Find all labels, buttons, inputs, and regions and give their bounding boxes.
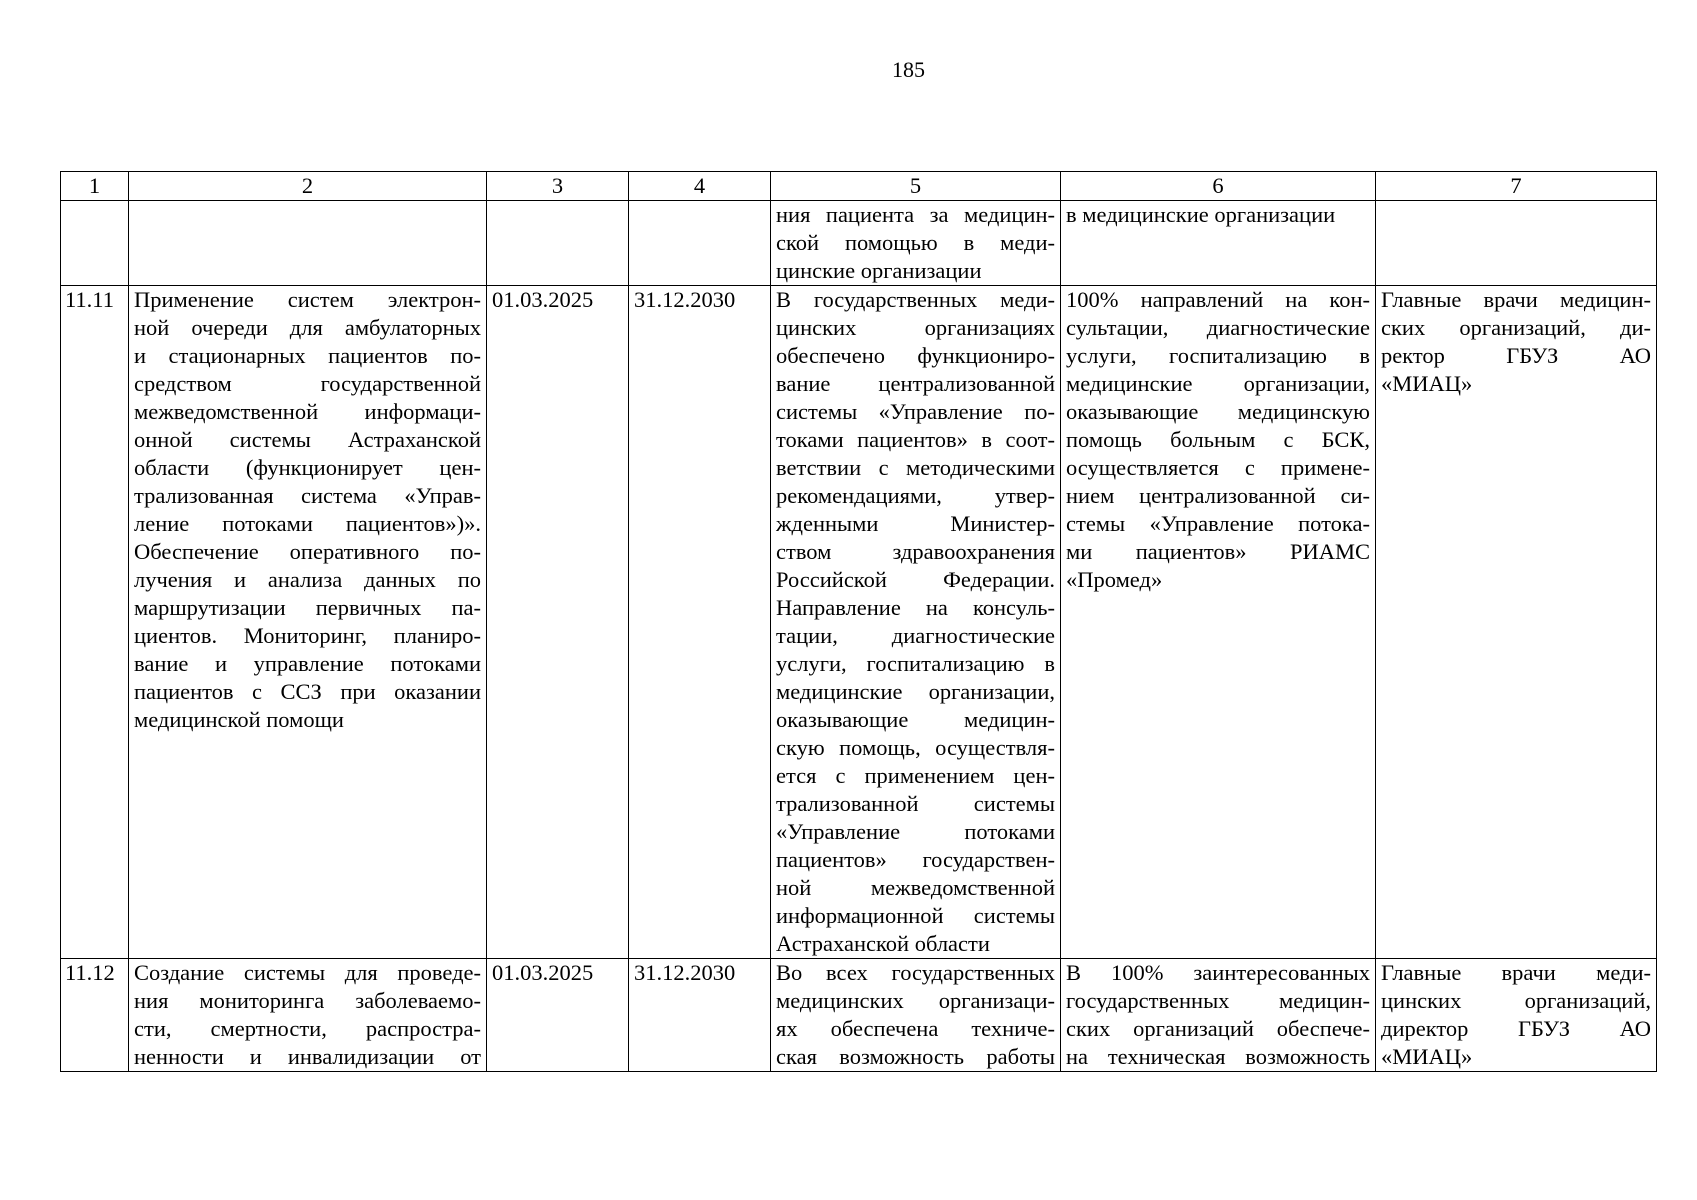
text-line: услуги, госпитализацию в (1066, 343, 1370, 368)
row-indicator (1061, 286, 1376, 959)
text-line: оказывающие медицинскую (1066, 399, 1370, 424)
text-line: Применение систем электрон- (134, 287, 481, 312)
text-line: медицинских организаци- (776, 988, 1055, 1013)
text-line: ская возможность работы (776, 1044, 1055, 1069)
text-line: пациентов» государствен- (776, 847, 1055, 872)
text-line: ление потоками пациентов»)». (134, 511, 481, 536)
header-cell: 6 (1061, 172, 1376, 201)
row-result (771, 959, 1061, 1072)
text-line: ной межведомственной (776, 875, 1055, 900)
text-line: пациентов с ССЗ при оказании (134, 679, 481, 704)
text-line: стемы «Управление потока- (1066, 511, 1370, 536)
text-line: В государственных меди- (776, 287, 1055, 312)
text-line: ректор ГБУЗ АО (1381, 343, 1651, 368)
text-line: ях обеспечена техниче- (776, 1016, 1055, 1041)
row-responsible (1376, 286, 1657, 959)
text-line: «Промед» (1066, 567, 1163, 592)
header-cell: 5 (771, 172, 1061, 201)
row-responsible (1376, 959, 1657, 1072)
row-description (129, 286, 487, 959)
cell-empty (1376, 201, 1657, 286)
header-cell: 1 (61, 172, 129, 201)
text-line: вание и управление потоками (134, 651, 481, 676)
text-line: тации, диагностические (776, 623, 1055, 648)
text-line: Российской Федерации. (776, 567, 1055, 592)
header-cell: 7 (1376, 172, 1657, 201)
row-indicator (1061, 959, 1376, 1072)
text-line: рекомендациями, утвер- (776, 483, 1055, 508)
text-line: сультации, диагностические (1066, 315, 1370, 340)
text-line: ветствии с методическими (776, 455, 1055, 480)
cell-empty (487, 201, 629, 286)
text-line: услуги, госпитализацию в (776, 651, 1055, 676)
text-line: Астраханской области (776, 931, 990, 956)
text-line: помощь больным с БСК, (1066, 427, 1370, 452)
table-row (61, 959, 1657, 1072)
text-line: ния мониторинга заболеваемо- (134, 988, 481, 1013)
text-line: Во всех государственных (776, 960, 1055, 985)
text-line: цинских организациях (776, 315, 1055, 340)
text-line: Главные врачи медицин- (1381, 287, 1651, 312)
text-line: средством государственной (134, 371, 481, 396)
text-line: цинских организаций, (1381, 988, 1651, 1013)
row-start-date: 01.03.2025 (487, 286, 629, 959)
row-result (771, 286, 1061, 959)
header-cell: 4 (629, 172, 771, 201)
header-cell: 3 (487, 172, 629, 201)
text-line: жденными Министер- (776, 511, 1055, 536)
text-line: Создание системы для проведе- (134, 960, 481, 985)
header-cell: 2 (129, 172, 487, 201)
row-start-date: 01.03.2025 (487, 959, 629, 1072)
text-line: маршрутизации первичных па- (134, 595, 481, 620)
text-line: государственных медицин- (1066, 988, 1370, 1013)
text-line: в медицинские организации (1066, 202, 1336, 227)
text-line: осуществляется с примене- (1066, 455, 1370, 480)
cell-empty (61, 201, 129, 286)
activity-table (60, 171, 1657, 1072)
text-line: В 100% заинтересованных (1066, 960, 1370, 985)
text-line: межведомственной информаци- (134, 399, 481, 424)
text-line: Обеспечение оперативного по- (134, 539, 481, 564)
continuation-result-cell (771, 201, 1061, 286)
continuation-indicator-cell (1061, 201, 1376, 286)
text-line: директор ГБУЗ АО (1381, 1016, 1651, 1041)
text-line: «МИАЦ» (1381, 1044, 1473, 1069)
row-end-date: 31.12.2030 (629, 959, 771, 1072)
cell-empty (629, 201, 771, 286)
text-line: системы «Управление по- (776, 399, 1055, 424)
text-line: «Управление потоками (776, 819, 1055, 844)
text-line: лучения и анализа данных по (134, 567, 481, 592)
text-line: вание централизованной (776, 371, 1055, 396)
text-line: скую помощь, осуществля- (776, 735, 1055, 760)
text-line: медицинские организации, (1066, 371, 1370, 396)
text-line: ной очереди для амбулаторных (134, 315, 481, 340)
text-line: Направление на консуль- (776, 595, 1055, 620)
text-line: области (функционирует цен- (134, 455, 481, 480)
continuation-row (61, 201, 1657, 286)
text-line: сти, смертности, распростра- (134, 1016, 481, 1041)
text-line: цинские организации (776, 258, 982, 283)
text-line: нием централизованной си- (1066, 483, 1370, 508)
text-line: ских организаций обеспече- (1066, 1016, 1370, 1041)
text-line: циентов. Мониторинг, планиро- (134, 623, 481, 648)
text-line: трализованной системы (776, 791, 1055, 816)
text-line: Главные врачи меди- (1381, 960, 1651, 985)
text-line: медицинской помощи (134, 707, 344, 732)
text-line: ется с применением цен- (776, 763, 1055, 788)
text-line: ством здравоохранения (776, 539, 1055, 564)
text-line: ненности и инвалидизации от (134, 1044, 481, 1069)
text-line: токами пациентов» в соот- (776, 427, 1055, 452)
row-end-date: 31.12.2030 (629, 286, 771, 959)
text-line: ских организаций, ди- (1381, 315, 1651, 340)
cell-empty (129, 201, 487, 286)
text-line: ской помощью в меди- (776, 230, 1055, 255)
text-line: «МИАЦ» (1381, 371, 1473, 396)
text-line: трализованная система «Управ- (134, 483, 481, 508)
text-line: ми пациентов» РИАМС (1066, 539, 1370, 564)
page-number: 185 (892, 57, 925, 82)
text-line: онной системы Астраханской (134, 427, 481, 452)
text-line: 100% направлений на кон- (1066, 287, 1370, 312)
row-description (129, 959, 487, 1072)
row-number: 11.11 (61, 286, 129, 959)
text-line: обеспечено функциониро- (776, 343, 1055, 368)
text-line: на техническая возможность (1066, 1044, 1370, 1069)
text-line: информационной системы (776, 903, 1055, 928)
text-line: медицинские организации, (776, 679, 1055, 704)
text-line: оказывающие медицин- (776, 707, 1055, 732)
text-line: и стационарных пациентов по- (134, 343, 481, 368)
text-line: ния пациента за медицин- (776, 202, 1055, 227)
table-header-row (61, 172, 1657, 201)
table-row (61, 286, 1657, 959)
row-number: 11.12 (61, 959, 129, 1072)
